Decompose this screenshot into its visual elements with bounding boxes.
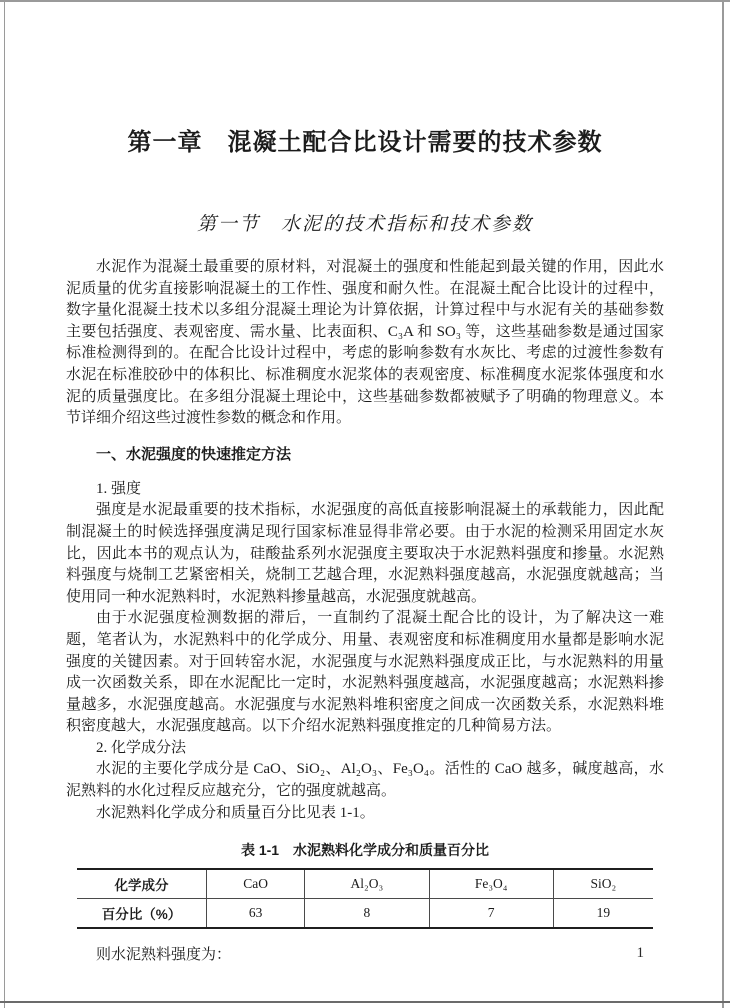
- table-header-cell: CaO: [207, 869, 305, 899]
- page-border-top: [0, 0, 730, 2]
- chemical-composition-table: [77, 868, 653, 929]
- numbered-item-1: 1. 强度: [96, 480, 142, 497]
- table-header-row: [77, 869, 653, 899]
- numbered-item-2: 2. 化学成分法: [96, 739, 187, 756]
- paragraph-table-ref: 水泥熟料化学成分和质量百分比见表 1-1。: [96, 804, 375, 821]
- page-number: 1: [636, 945, 644, 961]
- table-cell: 7: [429, 899, 553, 929]
- table-cell: 百分比（%）: [101, 907, 182, 923]
- paragraph-formula-lead: 则水泥熟料强度为：: [96, 947, 232, 964]
- table-cell: 63: [207, 899, 305, 929]
- table-header-cell: Fe₃O₄: [429, 869, 553, 899]
- table-header-cell: SiO₂: [553, 869, 653, 899]
- page-content: [0, 126, 730, 967]
- paragraph-strength: 强度是水泥最重要的技术指标，水泥强度的高低直接影响混凝土的承载能力，因此配制混凝土的时候选择强度满足现行国家标准显得非常必要。由于水泥的检测采用固定水灰比，因此本书的观点认为，硅酸盐系列水泥强度主要取决于水泥熟料强度和掺量。水泥熟料强度与烧制工艺紧密相关，烧制工艺越合理，水泥熟料强度越高，水泥强度就越高；当使用同一种水泥熟料时，水泥熟料掺量越高，水泥强度就越高。: [66, 502, 664, 605]
- page-border-right: [722, 0, 724, 1008]
- table-row: [77, 899, 653, 929]
- page-border-left: [4, 0, 5, 1008]
- chapter-title: 第一章 混凝土配合比设计需要的技术参数: [127, 130, 603, 156]
- table-cell: 19: [553, 899, 653, 929]
- paragraph-lag: 由于水泥强度检测数据的滞后，一直制约了混凝土配合比的设计，为了解决这一难题，笔者认为，水泥熟料中的化学成分、用量、表观密度和标准稠度用水量都是影响水泥强度的关键因素。对于回转窑水泥，水泥强度与水泥熟料强度成正比，与水泥熟料的用量成一次函数关系，即在水泥配比一定时，水泥熟料强度越高，水泥强度越高；水泥熟料掺量越多，水泥强度越高。水泥强度与水泥熟料堆积密度之间成一次函数关系，水泥熟料堆积密度越大，水泥强度越高。以下介绍水泥熟料强度推定的几种简易方法。: [66, 610, 664, 735]
- paragraph-chemical: 水泥的主要化学成分是 CaO、SiO₂、Al₂O₃、Fe₃O₄。活性的 CaO 越多，碱度越高，水泥熟料的水化过程反应越充分，它的强度就越高。: [66, 761, 664, 800]
- paragraph-intro: 水泥作为混凝土最重要的原材料，对混凝土的强度和性能起到最关键的作用，因此水泥质量的优劣直接影响混凝土的工作性、强度和耐久性。在混凝土配合比设计的过程中，数字量化混凝土技术以多组分混凝土理论为计算依据，计算过程中与水泥有关的基础参数主要包括强度、表观密度、需水量、比表面积、C₃A 和 SO₃ 等，这些基础参数是通过国家标准检测得到的。在配合比设计过程中，考虑的影响参数有水灰比、考虑的过渡性参数有水泥在标准胶砂中的体积比、标准稠度水泥浆体的表观密度、标准稠度水泥浆体强度和水泥的质量强度比。在多组分混凝土理论中，这些基础参数都被赋予了明确的物理意义。本节详细介绍这些过渡性参数的概念和作用。: [66, 259, 664, 427]
- subsection-heading-1: 一、水泥强度的快速推定方法: [96, 445, 292, 463]
- table-header-cell: Al₂O₃: [305, 869, 429, 899]
- table-header-cell: 化学成分: [77, 869, 207, 899]
- table-cell: 8: [305, 899, 429, 929]
- section-title: 第一节 水泥的技术指标和技术参数: [196, 214, 533, 235]
- page-border-bottom: [0, 1001, 730, 1003]
- table-caption: 表 1-1 水泥熟料化学成分和质量百分比: [240, 842, 490, 859]
